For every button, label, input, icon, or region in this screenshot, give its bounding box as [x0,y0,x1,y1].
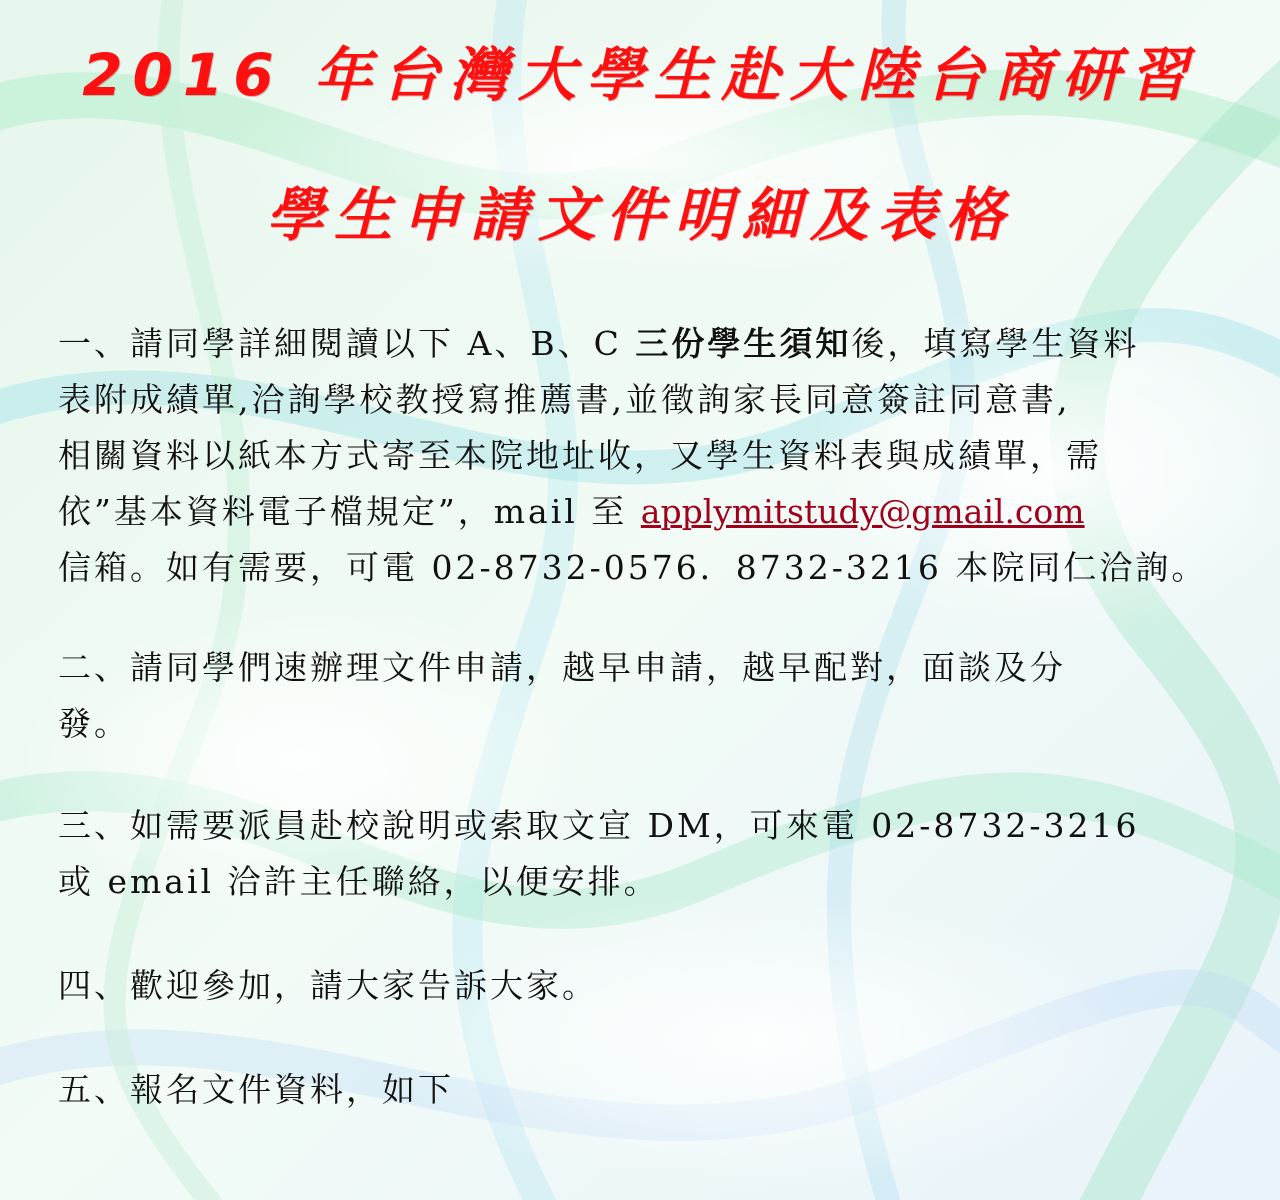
paragraph-5-line-1: 五、報名文件資料，如下 [58,1070,454,1109]
instruction-paragraph-2 [58,640,1230,752]
paragraph-1-line-3: 相關資料以紙本方式寄至本院地址收，又學生資料表與成績單，需 [58,436,1102,475]
paragraph-3-line-2: 或 email 洽許主任聯絡，以便安排。 [58,862,660,901]
instruction-paragraph-5 [58,1062,1230,1118]
instruction-paragraph-1 [58,316,1230,596]
paragraph-4-line-1: 四、歡迎參加，請大家告訴大家。 [58,966,598,1005]
paragraph-1-line-4 [58,484,1230,540]
paragraph-1-line-1-prefix: 一、請同學詳細閱讀以下 A、B、C [58,324,636,363]
instruction-paragraph-4 [58,958,1230,1014]
paragraph-3-line-1: 三、如需要派員赴校說明或索取文宣 DM，可來電 02-8732-3216 [58,806,1140,845]
paragraph-2-line-2: 發。 [58,704,130,743]
paragraph-1-line-2: 表附成績單,洽詢學校教授寫推薦書,並徵詢家長同意簽註同意書, [58,380,1071,419]
instruction-paragraph-3 [58,798,1230,910]
paragraph-1-line-1-suffix: 後，填寫學生資料 [851,324,1140,363]
paragraph-1-line-1 [58,316,1230,372]
page-title: 2016 年台灣大學生赴大陸台商研習 [82,41,1198,109]
paragraph-1-line-4-prefix: 依”基本資料電子檔規定”，mail 至 [58,492,641,531]
email-link[interactable]: applymitstudy@gmail.com [640,492,1085,531]
paragraph-1-line-5: 信箱。如有需要，可電 02-8732-0576．8732-3216 本院同仁洽詢。 [58,548,1208,587]
paragraph-2-line-1: 二、請同學們速辦理文件申請，越早申請，越早配對，面談及分 [58,648,1066,687]
page-subtitle: 學生申請文件明細及表格 [265,181,1014,249]
three-student-notices-bold: 三份學生須知 [635,324,852,363]
